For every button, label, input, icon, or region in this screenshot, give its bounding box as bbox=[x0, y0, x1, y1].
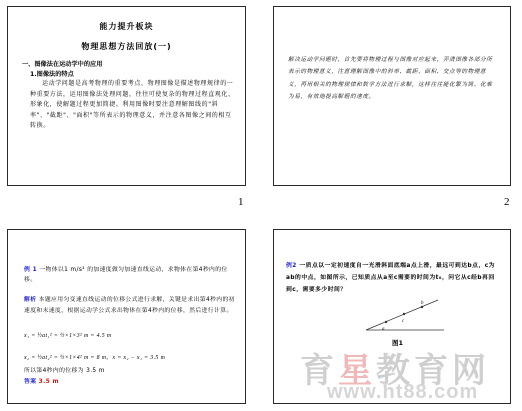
point-b-label: b bbox=[421, 301, 424, 306]
example-label: 例2 bbox=[286, 263, 297, 269]
section-subheading: 1.图像法的特点 bbox=[30, 71, 74, 78]
example-text: 一质点以一定初速度自一光滑斜面底端a点上滑，最远可到达b点，c为ab的中点，如图所示，已知质点从a至c需要的时间为t₀，问它从c经b再回到c，需要多少时间？ bbox=[286, 263, 495, 293]
point-b-marker bbox=[421, 306, 423, 308]
analysis-label: 解析 bbox=[24, 297, 37, 303]
slide-subtitle: 物理思想方法回放(一) bbox=[81, 42, 172, 51]
watermark-url: www.ht88.com bbox=[327, 381, 479, 403]
slide-3[interactable] bbox=[7, 229, 246, 404]
answer-line bbox=[24, 376, 236, 385]
incline-line bbox=[366, 300, 438, 330]
watermark-logo: 育星教育网 bbox=[300, 351, 490, 391]
analysis-paragraph bbox=[24, 295, 236, 316]
slide-title: 能力提升板块 bbox=[99, 22, 154, 31]
point-a-label: a bbox=[382, 327, 385, 332]
page-number: 2 bbox=[504, 196, 510, 208]
analysis-text: 本题应用匀变速直线运动的位移公式进行求解，关键是求出第4秒内的初速度和末速度，根据运动学公式求出物体在第4秒内的位移，然后进行计算。 bbox=[24, 297, 235, 314]
formula-line: x₁ = ½at₁² = ½×1×3² m = 4.5 m bbox=[24, 333, 112, 339]
example-label: 例 1 bbox=[24, 267, 38, 273]
point-c-label: c bbox=[402, 319, 405, 324]
point-c-marker bbox=[403, 313, 405, 315]
slide-1[interactable] bbox=[7, 6, 246, 186]
page-number: 1 bbox=[238, 196, 244, 208]
figure-caption: 图1 bbox=[392, 339, 404, 347]
point-a-marker bbox=[385, 321, 387, 323]
answer-label: 答案 bbox=[24, 379, 37, 385]
result-line: 所以第4秒内的位移为 3.5 m bbox=[24, 368, 105, 374]
slide-2[interactable] bbox=[273, 6, 511, 186]
slide-body-text: 运动学问题是高考物理的重要考点，物理图像是描述物理规律的一种重要方法，运用图像法处理问题，往往可使复杂的物理过程直观化、形象化，使解题过程更加简捷。利用图像时要注意理解图线的"斜率"、"截距"、"面积"等所表示的物理意义，并注意各图像之间的相互转换。 bbox=[30, 80, 235, 130]
slide-body-text: 解决运动学问题时，首先要将物理过程与图像对应起来，弄清图像各部分所表示的物理意义，注意理解图像中的斜率、截距、面积、交点等的物理意义，再用相关的物理规律和数学方法进行求解，这样往往能化繁为简、化难为易，有效地提高解题的速度。 bbox=[288, 57, 493, 101]
answer-value: 3.5 m bbox=[38, 379, 59, 385]
formula-line: x₂ = ½at₂² = ½×1×4² m = 8 m，x = x₂ − x₁ = 3.5 m bbox=[24, 355, 166, 361]
example-text: 一物体以1 m/s² 的加速度做匀加速直线运动，求物体在第4秒内的位移。 bbox=[24, 267, 228, 283]
example-paragraph bbox=[24, 266, 236, 285]
section-heading: 一、图像法在运动学中的应用 bbox=[22, 61, 103, 68]
